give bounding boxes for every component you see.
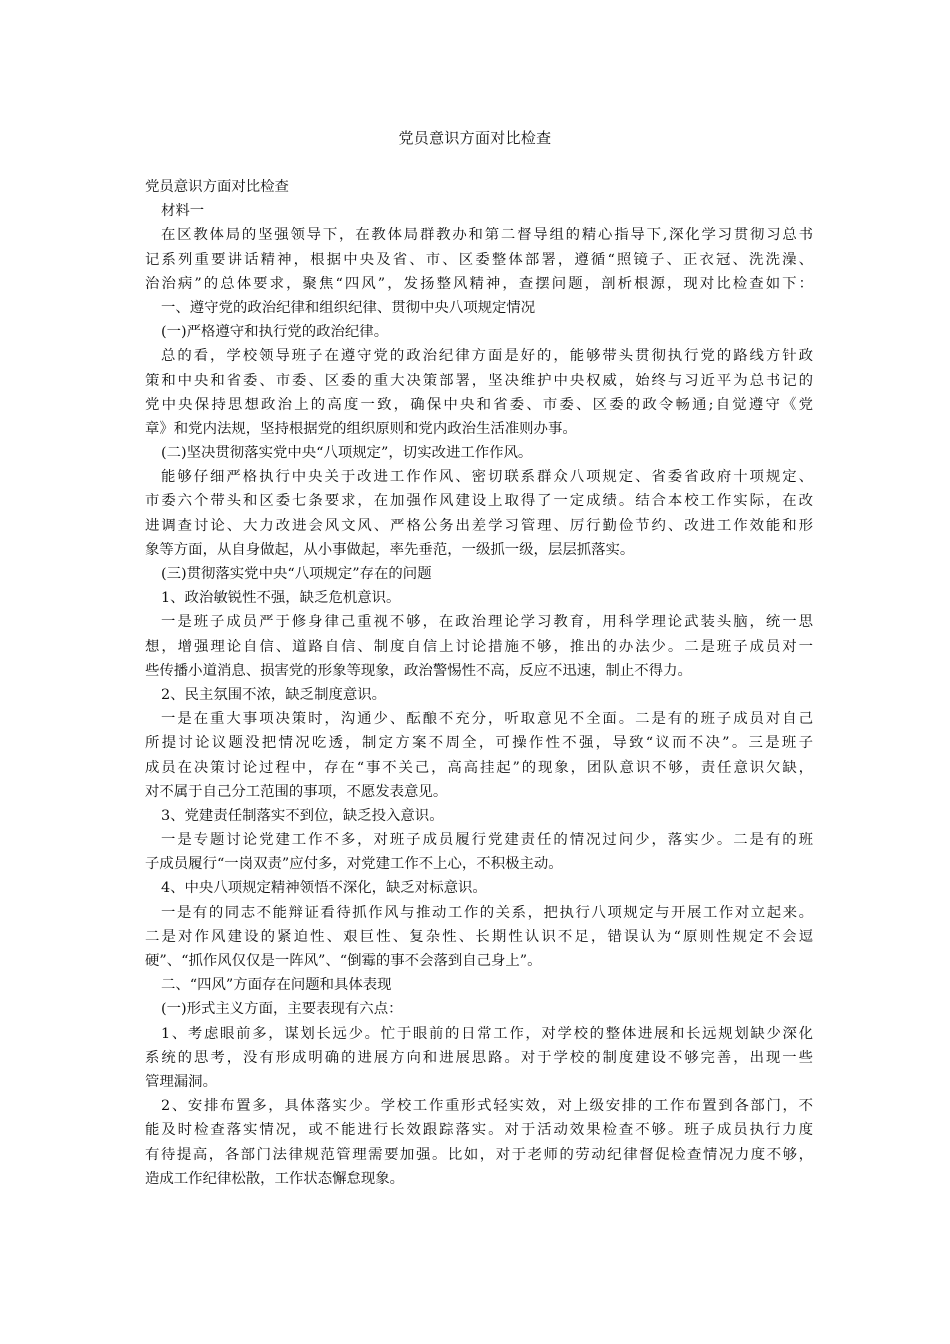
paragraph-line: 硬”、“抓作风仅仅是一阵风”、“倒霉的事不会落到自己身上”。	[145, 953, 542, 969]
paragraph-line: 策和中央和省委、市委、区委的重大决策部署，坚决维护中央权威，始终与习近平为总书记的	[145, 372, 813, 389]
heading-line: 一、遵守党的政治纪律和组织纪律、贯彻中央八项规定情况	[161, 299, 536, 316]
paragraph-line: 二是对作风建设的紧迫性、艰巨性、复杂性、长期性认识不足，错误认为“原则性规定不会逗	[145, 928, 813, 945]
heading-line: 二、“四风”方面存在问题和具体表现	[161, 977, 392, 994]
paragraph-line: 系统的思考，没有形成明确的进展方向和进展思路。对于学校的制度建设不够完善，出现一些	[145, 1049, 813, 1066]
heading-line: 3、党建责任制落实不到位，缺乏投入意识。	[161, 807, 444, 824]
paragraph-line: 有待提高，各部门法律规范管理需要加强。比如，对于老师的劳动纪律督促检查情况力度不够，	[145, 1146, 813, 1163]
subtitle: 党员意识方面对比检查	[145, 179, 289, 195]
paragraph-line: 能够仔细严格执行中央关于改进工作作风、密切联系群众八项规定、省委省政府十项规定、	[161, 469, 813, 486]
paragraph-line: 些传播小道消息、损害党的形象等现象，政治警惕性不高，反应不迅速，制止不得力。	[145, 662, 692, 679]
paragraph-line: 子成员履行“一岗双责”应付多，对党建工作不上心，不积极主动。	[145, 856, 563, 873]
paragraph-line: 治治病”的总体要求，聚焦“四风”，发扬整风精神，查摆问题，剖析根源，现对比检查如下：	[145, 275, 813, 292]
paragraph-line: 市委六个带头和区委七条要求，在加强作风建设上取得了一定成绩。结合本校工作实际，在改	[145, 493, 813, 510]
paragraph-line: 党中央保持思想政治上的高度一致，确保中央和省委、市委、区委的政令畅通;自觉遵守《党	[145, 396, 813, 413]
heading-line: (三)贯彻落实党中央“八项规定”存在的问题	[161, 566, 432, 582]
document-title: 党员意识方面对比检查	[398, 129, 552, 147]
paragraph-line: 想，增强理论自信、道路自信、制度自信上讨论措施不够，推出的办法少。二是班子成员对一	[145, 638, 813, 655]
paragraph-line: 进调查讨论、大力改进会风文风、严格公务出差学习管理、厉行勤俭节约、改进工作效能和形	[145, 517, 813, 534]
heading-line: 2、民主氛围不浓，缺乏制度意识。	[161, 686, 387, 703]
paragraph-line: 记系列重要讲话精神，根据中央及省、市、区委整体部署，遵循“照镜子、正衣冠、洗洗澡、	[145, 251, 813, 268]
document-body	[145, 175, 813, 1191]
paragraph-line: 能及时检查落实情况，或不能进行长效跟踪落实。对于活动效果检查不够。班子成员执行力度	[145, 1122, 813, 1139]
paragraph-line: 章》和党内法规，坚持根据党的组织原则和党内政治生活准则办事。	[145, 420, 577, 437]
paragraph-line: 所提讨论议题没把情况吃透，制定方案不周全，可操作性不强，导致“议而不决”。三是班子	[145, 735, 813, 752]
paragraph-line: 一是在重大事项决策时，沟通少、酝酿不充分，听取意见不全面。二是有的班子成员对自己	[161, 711, 813, 728]
paragraph-line: 成员在决策讨论过程中，存在“事不关己，高高挂起”的现象，团队意识不够，责任意识欠缺，	[145, 759, 813, 776]
paragraph-line: 造成工作纪律松散，工作状态懈怠现象。	[145, 1170, 405, 1187]
heading-line: (二)坚决贯彻落实党中央“八项规定”，切实改进工作作风。	[161, 445, 533, 462]
paragraph-line: 管理漏洞。	[145, 1073, 217, 1090]
section-label: 材料一	[161, 203, 205, 220]
paragraph-line: 在区教体局的坚强领导下，在教体局群教办和第二督导组的精心指导下,深化学习贯彻习总书	[161, 227, 813, 244]
heading-line: 4、中央八项规定精神领悟不深化，缺乏对标意识。	[161, 880, 487, 897]
paragraph-line: 1、考虑眼前多，谋划长远少。忙于眼前的日常工作，对学校的整体进展和长远规划缺少深化	[161, 1025, 813, 1042]
heading-line: (一)形式主义方面，主要表现有六点：	[161, 1001, 403, 1018]
paragraph-line: 象等方面，从自身做起，从小事做起，率先垂范，一级抓一级，层层抓落实。	[145, 541, 635, 558]
heading-line: 1、政治敏锐性不强，缺乏危机意识。	[161, 590, 401, 607]
paragraph-line: 2、安排布置多，具体落实少。学校工作重形式轻实效，对上级安排的工作布置到各部门，不	[161, 1098, 813, 1115]
paragraph-line: 一是专题讨论党建工作不多，对班子成员履行党建责任的情况过问少，落实少。二是有的班	[161, 832, 813, 849]
paragraph-line: 对不属于自己分工范围的事项，不愿发表意见。	[145, 783, 448, 800]
heading-line: (一)严格遵守和执行党的政治纪律。	[161, 324, 389, 341]
paragraph-line: 总的看，学校领导班子在遵守党的政治纪律方面是好的，能够带头贯彻执行党的路线方针政	[161, 348, 813, 365]
paragraph-line: 一是班子成员严于修身律己重视不够，在政治理论学习教育，用科学理论武装头脑，统一思	[161, 614, 813, 631]
paragraph-line: 一是有的同志不能辩证看待抓作风与推动工作的关系，把执行八项规定与开展工作对立起来。	[161, 904, 813, 921]
